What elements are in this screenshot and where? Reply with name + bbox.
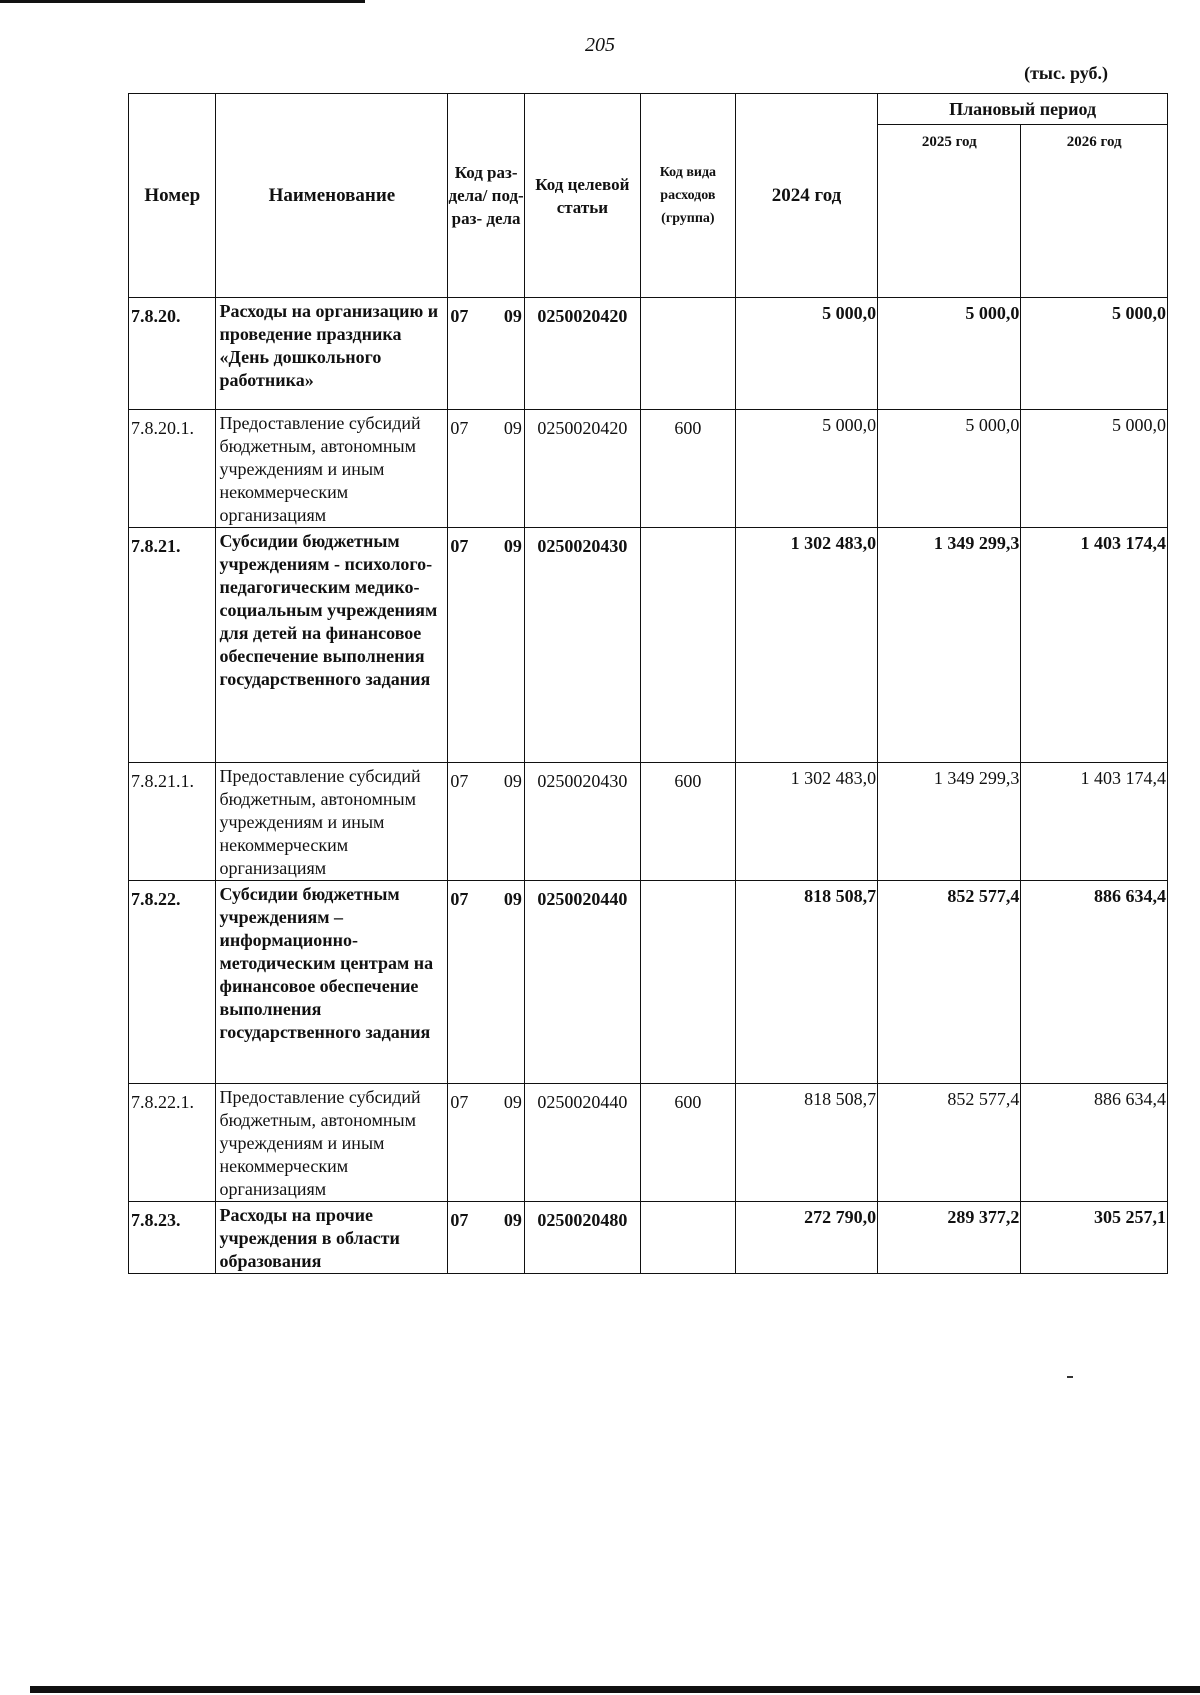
row-section: 07: [450, 418, 469, 438]
row-value-2025: 5 000,0: [878, 298, 1021, 410]
header-planned-period: Плановый период: [878, 94, 1168, 125]
row-number: 7.8.23.: [129, 1202, 216, 1274]
row-subsection: 09: [503, 306, 522, 326]
row-value-2026: 5 000,0: [1021, 298, 1168, 410]
budget-table: [128, 93, 1168, 1274]
row-name: Субсидии бюджетным учреждениям - психолого-педагогическим медико-социальным учреждениям для детей на финансовое обеспечение выполнения государственного задания: [216, 528, 448, 763]
header-year-2025: 2025 год: [878, 125, 1021, 298]
row-value-2024: 5 000,0: [735, 410, 877, 528]
row-number: 7.8.20.1.: [129, 410, 216, 528]
row-value-2024: 5 000,0: [735, 298, 877, 410]
row-value-2025: 289 377,2: [878, 1202, 1021, 1274]
row-section: 07: [450, 1092, 469, 1112]
row-expense-code: [640, 1202, 735, 1274]
row-subsection: 09: [503, 536, 522, 556]
row-value-2025: 852 577,4: [878, 1084, 1021, 1202]
table-row: [129, 1202, 1168, 1274]
header-name: Наименование: [216, 94, 448, 298]
row-value-2024: 818 508,7: [735, 1084, 877, 1202]
bottom-rule: [30, 1686, 1200, 1693]
table-row: [129, 528, 1168, 763]
row-value-2026: 886 634,4: [1021, 881, 1168, 1084]
row-value-2024: 272 790,0: [735, 1202, 877, 1274]
table-row: [129, 1084, 1168, 1202]
row-value-2026: 5 000,0: [1021, 410, 1168, 528]
row-subsection: 09: [503, 1210, 522, 1230]
row-number: 7.8.21.: [129, 528, 216, 763]
header-year-2026: 2026 год: [1021, 125, 1168, 298]
row-name: Предоставление субсидий бюджетным, автономным учреждениям и иным некоммерческим организациям: [216, 763, 448, 881]
row-name: Предоставление субсидий бюджетным, автономным учреждениям и иным некоммерческим организациям: [216, 1084, 448, 1202]
header-year-2024: 2024 год: [735, 94, 877, 298]
row-value-2025: 1 349 299,3: [878, 528, 1021, 763]
row-name: Предоставление субсидий бюджетным, автономным учреждениям и иным некоммерческим организациям: [216, 410, 448, 528]
row-expense-code: 600: [640, 1084, 735, 1202]
row-value-2024: 1 302 483,0: [735, 763, 877, 881]
row-value-2025: 1 349 299,3: [878, 763, 1021, 881]
table-row: [129, 881, 1168, 1084]
scan-mark: [1067, 1376, 1073, 1378]
row-number: 7.8.22.1.: [129, 1084, 216, 1202]
row-subsection: 09: [503, 1092, 522, 1112]
row-value-2026: 1 403 174,4: [1021, 528, 1168, 763]
header-number: Номер: [129, 94, 216, 298]
row-value-2026: 1 403 174,4: [1021, 763, 1168, 881]
row-expense-code: 600: [640, 763, 735, 881]
row-section-code: [448, 1202, 525, 1274]
row-value-2026: 305 257,1: [1021, 1202, 1168, 1274]
row-number: 7.8.20.: [129, 298, 216, 410]
row-target-code: 0250020440: [524, 881, 640, 1084]
header-target-code: Код целевой статьи: [524, 94, 640, 298]
top-rule: [0, 0, 365, 3]
row-subsection: 09: [503, 771, 522, 791]
row-expense-code: [640, 881, 735, 1084]
row-target-code: 0250020420: [524, 410, 640, 528]
row-expense-code: 600: [640, 410, 735, 528]
row-value-2024: 818 508,7: [735, 881, 877, 1084]
row-target-code: 0250020430: [524, 528, 640, 763]
row-section-code: [448, 1084, 525, 1202]
page-number: 205: [585, 34, 615, 56]
row-target-code: 0250020440: [524, 1084, 640, 1202]
row-value-2025: 852 577,4: [878, 881, 1021, 1084]
row-target-code: 0250020420: [524, 298, 640, 410]
row-section-code: [448, 528, 525, 763]
row-value-2025: 5 000,0: [878, 410, 1021, 528]
row-section-code: [448, 763, 525, 881]
row-value-2024: 1 302 483,0: [735, 528, 877, 763]
header-expense-code: Код вида расходов (группа): [640, 94, 735, 298]
row-section-code: [448, 410, 525, 528]
table-row: [129, 763, 1168, 881]
header-section-code: Код раз- дела/ под- раз- дела: [448, 94, 525, 298]
row-name: Расходы на организацию и проведение праздника «День дошкольного работника»: [216, 298, 448, 410]
row-section: 07: [450, 536, 469, 556]
row-target-code: 0250020430: [524, 763, 640, 881]
row-section-code: [448, 298, 525, 410]
table-row: [129, 410, 1168, 528]
row-section: 07: [450, 1210, 469, 1230]
row-section-code: [448, 881, 525, 1084]
row-number: 7.8.21.1.: [129, 763, 216, 881]
row-section: 07: [450, 771, 469, 791]
row-expense-code: [640, 298, 735, 410]
header-row: [129, 94, 1168, 125]
row-section: 07: [450, 889, 469, 909]
table-row: [129, 298, 1168, 410]
row-name: Расходы на прочие учреждения в области образования: [216, 1202, 448, 1274]
units-label: (тыс. руб.): [1024, 63, 1108, 83]
row-value-2026: 886 634,4: [1021, 1084, 1168, 1202]
row-subsection: 09: [503, 889, 522, 909]
row-section: 07: [450, 306, 469, 326]
row-name: Субсидии бюджетным учреждениям – информационно-методическим центрам на финансовое обеспечение выполнения государственного задания: [216, 881, 448, 1084]
row-subsection: 09: [503, 418, 522, 438]
row-expense-code: [640, 528, 735, 763]
row-target-code: 0250020480: [524, 1202, 640, 1274]
row-number: 7.8.22.: [129, 881, 216, 1084]
